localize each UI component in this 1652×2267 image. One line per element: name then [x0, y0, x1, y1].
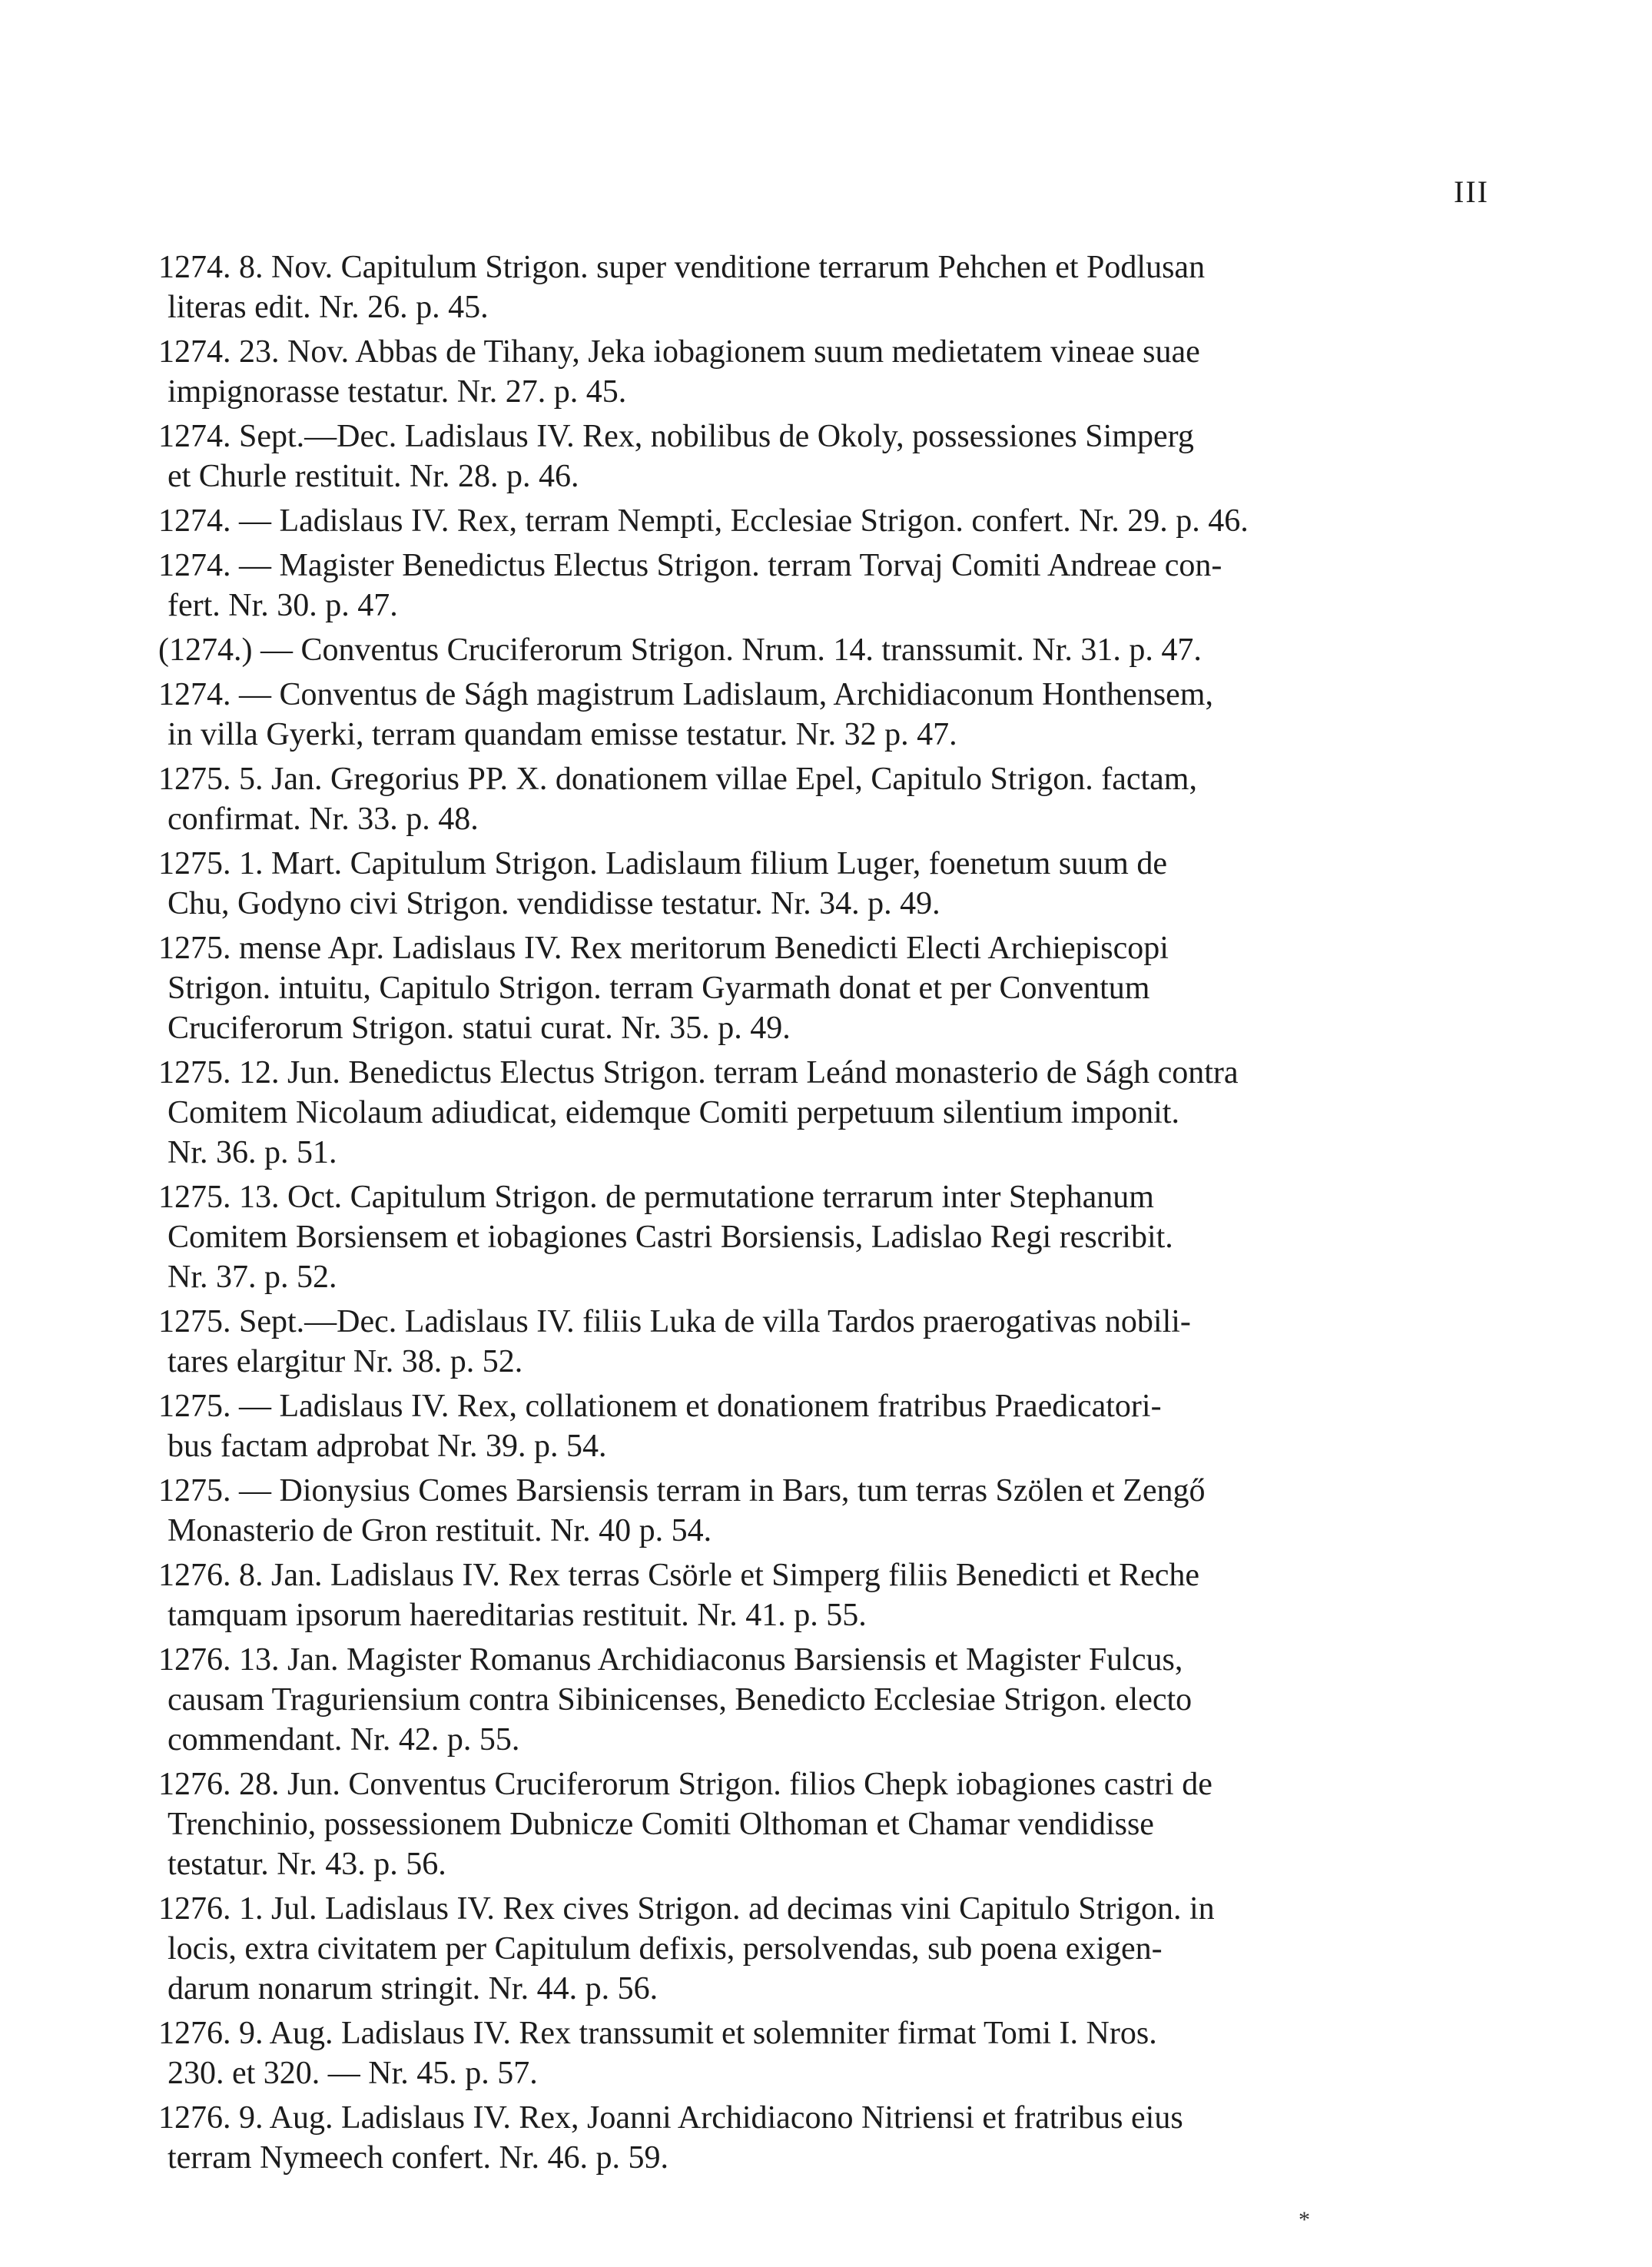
entry-line: 1274. 23. Nov. Abbas de Tihany, Jeka iobagionem suum medietatem vineae suae — [158, 334, 1200, 370]
entry-6 — [158, 630, 1425, 670]
entry-15 — [158, 1471, 1425, 1551]
entry-line: in villa Gyerki, terram quandam emisse testatur. Nr. 32 p. 47. — [168, 717, 957, 752]
entry-18 — [158, 1764, 1425, 1884]
entry-line: 1276. 13. Jan. Magister Romanus Archidiaconus Barsiensis et Magister Fulcus, — [158, 1642, 1183, 1678]
entry-line: Cruciferorum Strigon. statui curat. Nr. 35. p. 49. — [168, 1011, 791, 1046]
entry-line: literas edit. Nr. 26. p. 45. — [168, 290, 489, 325]
entry-line: Comitem Borsiensem et iobagiones Castri Borsiensis, Ladislao Regi rescribit. — [168, 1220, 1173, 1255]
entry-2 — [158, 332, 1425, 412]
entry-4 — [158, 501, 1425, 541]
entry-line: locis, extra civitatem per Capitulum defixis, persolvendas, sub poena exigen- — [168, 1931, 1163, 1967]
entry-12 — [158, 1177, 1425, 1297]
entry-line: tamquam ipsorum haereditarias restituit. Nr. 41. p. 55. — [168, 1598, 867, 1633]
entry-line: Chu, Godyno civi Strigon. vendidisse testatur. Nr. 34. p. 49. — [168, 886, 940, 921]
entry-line: darum nonarum stringit. Nr. 44. p. 56. — [168, 1971, 658, 2006]
entry-19 — [158, 1889, 1425, 2009]
entry-14 — [158, 1386, 1425, 1466]
entry-line: impignorasse testatur. Nr. 27. p. 45. — [168, 374, 627, 410]
entry-line: 1275. 13. Oct. Capitulum Strigon. de permutatione terrarum inter Stephanum — [158, 1180, 1154, 1215]
entry-16 — [158, 1555, 1425, 1635]
entry-line: 1275. 1. Mart. Capitulum Strigon. Ladislaum filium Luger, foenetum suum de — [158, 846, 1167, 881]
entry-line: 1276. 9. Aug. Ladislaus IV. Rex, Joanni Archidiacono Nitriensi et fratribus eius — [158, 2100, 1183, 2136]
footer-mark: * — [1299, 2207, 1310, 2232]
entry-line: 1274. 8. Nov. Capitulum Strigon. super venditione terrarum Pehchen et Podlusan — [158, 250, 1206, 285]
entry-line: testatur. Nr. 43. p. 56. — [168, 1847, 446, 1882]
entry-line: (1274.) — Conventus Cruciferorum Strigon. Nrum. 14. transsumit. Nr. 31. p. 47. — [158, 632, 1202, 668]
entry-line: fert. Nr. 30. p. 47. — [168, 588, 398, 623]
entry-line: terram Nymeech confert. Nr. 46. p. 59. — [168, 2140, 668, 2176]
entry-line: 1275. 12. Jun. Benedictus Electus Strigon. terram Leánd monasterio de Ságh contra — [158, 1055, 1239, 1090]
entry-line: Nr. 37. p. 52. — [168, 1260, 337, 1295]
entry-line: Nr. 36. p. 51. — [168, 1135, 337, 1170]
entry-line: Trenchinio, possessionem Dubnicze Comiti Olthoman et Chamar vendidisse — [168, 1807, 1154, 1842]
entry-line: Strigon. intuitu, Capitulo Strigon. terram Gyarmath donat et per Conventum — [168, 971, 1150, 1006]
entry-line: 1275. Sept.—Dec. Ladislaus IV. filiis Luka de villa Tardos praerogativas nobili- — [158, 1304, 1191, 1339]
entry-line: Comitem Nicolaum adiudicat, eidemque Comiti perpetuum silentium imponit. — [168, 1095, 1179, 1130]
entry-1 — [158, 247, 1425, 327]
entry-line: 1275. — Dionysius Comes Barsiensis terram in Bars, tum terras Szölen et Zengő — [158, 1473, 1206, 1509]
entry-line: 1276. 9. Aug. Ladislaus IV. Rex transsumit et solemniter firmat Tomi I. Nros. — [158, 2016, 1157, 2051]
entry-line: 1275. 5. Jan. Gregorius PP. X. donationem villae Epel, Capitulo Strigon. factam, — [158, 762, 1197, 797]
entry-line: tares elargitur Nr. 38. p. 52. — [168, 1344, 523, 1379]
entry-3 — [158, 417, 1425, 496]
entry-line: et Churle restituit. Nr. 28. p. 46. — [168, 459, 579, 494]
entry-line: confirmat. Nr. 33. p. 48. — [168, 802, 479, 837]
entry-10 — [158, 928, 1425, 1048]
entry-7 — [158, 675, 1425, 755]
entry-17 — [158, 1640, 1425, 1760]
entry-line: 1276. 8. Jan. Ladislaus IV. Rex terras Csörle et Simperg filiis Benedicti et Reche — [158, 1558, 1200, 1593]
entry-line: 1274. Sept.—Dec. Ladislaus IV. Rex, nobilibus de Okoly, possessiones Simperg — [158, 419, 1194, 454]
register-entries — [158, 247, 1425, 2182]
entry-5 — [158, 546, 1425, 626]
entry-21 — [158, 2098, 1425, 2178]
entry-line: 1274. — Ladislaus IV. Rex, terram Nempti, Ecclesiae Strigon. confert. Nr. 29. p. 46. — [158, 503, 1249, 539]
entry-9 — [158, 844, 1425, 924]
entry-line: 1276. 1. Jul. Ladislaus IV. Rex cives Strigon. ad decimas vini Capitulo Strigon. in — [158, 1891, 1215, 1927]
entry-8 — [158, 759, 1425, 839]
entry-line: causam Traguriensium contra Sibinicenses, Benedicto Ecclesiae Strigon. electo — [168, 1682, 1193, 1718]
entry-line: 1275. — Ladislaus IV. Rex, collationem et donationem fratribus Praedicatori- — [158, 1389, 1162, 1424]
entry-line: bus factam adprobat Nr. 39. p. 54. — [168, 1429, 607, 1464]
entry-line: 1276. 28. Jun. Conventus Cruciferorum Strigon. filios Chepk iobagiones castri de — [158, 1767, 1212, 1802]
entry-line: commendant. Nr. 42. p. 55. — [168, 1722, 520, 1758]
entry-13 — [158, 1302, 1425, 1382]
entry-line: 1274. — Conventus de Ságh magistrum Ladislaum, Archidiaconum Honthensem, — [158, 677, 1213, 712]
entry-line: 1275. mense Apr. Ladislaus IV. Rex meritorum Benedicti Electi Archiepiscopi — [158, 931, 1169, 966]
entry-line: 1274. — Magister Benedictus Electus Strigon. terram Torvaj Comiti Andreae con- — [158, 548, 1222, 583]
entry-line: Monasterio de Gron restituit. Nr. 40 p. 54. — [168, 1513, 712, 1548]
entry-11 — [158, 1053, 1425, 1173]
entry-20 — [158, 2013, 1425, 2093]
page-number: III — [1454, 174, 1489, 209]
entry-line: 230. et 320. — Nr. 45. p. 57. — [168, 2056, 538, 2091]
